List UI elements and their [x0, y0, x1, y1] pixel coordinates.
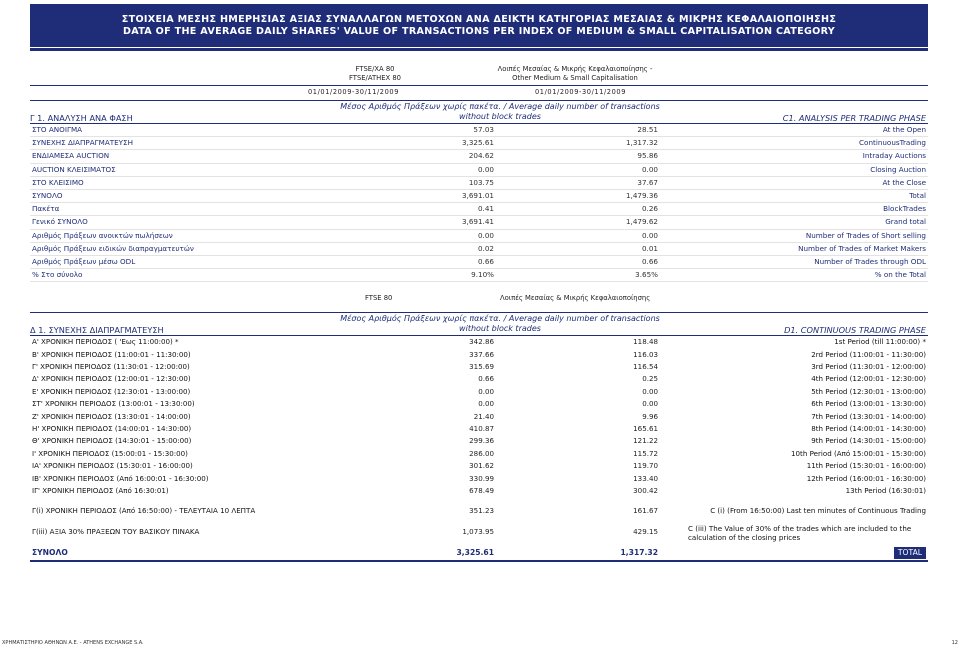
row-value-ftse: 0.41: [477, 204, 494, 214]
section-d1-subtitle-line2: without block trades: [459, 324, 541, 334]
row-label-en: C (iii) The Value of 30% of the trades which are included to the calculation of the closing prices: [688, 523, 912, 542]
row-label-en: 2rd Period (11:00:01 - 11:30:00): [811, 349, 926, 359]
section-d1-header: [30, 313, 928, 335]
row-value-ftse: 3,691.01: [461, 190, 494, 200]
row-value-other: 115.72: [633, 448, 658, 458]
row-value-other: 300.42: [633, 485, 658, 495]
section-d1-column-headers: [30, 282, 928, 312]
row-label-gr: % Στο σύνολο: [32, 270, 83, 280]
row-value-other: 119.70: [633, 461, 658, 471]
row-value-other: 3.65%: [635, 270, 658, 280]
row-value-other: 0.00: [641, 230, 658, 240]
row-label-en: 7th Period (13:30:01 - 14:00:00): [811, 411, 926, 421]
row-value-ftse: 330.99: [469, 473, 494, 483]
row-label-en: % on the Total: [874, 270, 926, 280]
table-row: [30, 164, 928, 177]
row-value-ftse: 351.23: [469, 506, 494, 516]
row-label-gr: ΣΤΟ ΑΝΟΙΓΜΑ: [32, 125, 83, 134]
row-value-ftse: 0.00: [477, 230, 494, 240]
row-value-other: 133.40: [633, 473, 658, 483]
row-value-other: 121.22: [633, 436, 658, 446]
row-label-gr: Ε' ΧΡΟΝΙΚΗ ΠΕΡΙΟΔΟΣ (12:30:01 - 13:00:00): [32, 386, 191, 396]
column-header-ftse: [320, 65, 430, 83]
total-value-other: 1,317.32: [620, 547, 658, 557]
row-value-ftse: 57.03: [473, 125, 494, 134]
row-value-ftse: 3,691.41: [461, 217, 494, 227]
table-row: [30, 361, 928, 373]
bottom-bar: [30, 560, 928, 562]
date-range-other: 01/01/2009-30/11/2009: [535, 88, 626, 96]
section-c1-table: [30, 124, 928, 282]
row-label-gr: Πακέτα: [32, 204, 60, 214]
row-label-gr: ΣΥΝΕΧΗΣ ΔΙΑΠΡΑΓΜΑΤΕΥΣΗ: [32, 138, 134, 148]
row-value-other: 9.96: [642, 411, 658, 421]
row-value-ftse: 0.00: [478, 386, 494, 396]
row-label-en: 1st Period (till 11:00:00) *: [834, 337, 926, 347]
table-row: [30, 349, 928, 361]
row-value-ftse: 103.75: [468, 177, 494, 187]
closing-price-value-row: [30, 522, 928, 541]
section-c1-title-en: C1. ANALYSIS PER TRADING PHASE: [782, 113, 926, 123]
section-c1-header: [30, 101, 928, 123]
row-label-en: Grand total: [885, 217, 926, 227]
section-d1-title-en: D1. CONTINUOUS TRADING PHASE: [784, 325, 926, 336]
column-headers: [30, 51, 928, 85]
row-label-gr: Αριθμός Πράξεων μέσω ODL: [32, 256, 136, 266]
row-value-ftse: 315.69: [469, 362, 494, 372]
total-label-en: TOTAL: [894, 547, 926, 559]
row-label-en: Number of Trades through ODL: [814, 256, 926, 266]
row-value-ftse: 3,325.61: [461, 138, 494, 148]
row-label-gr: Δ' ΧΡΟΝΙΚΗ ΠΕΡΙΟΔΟΣ (12:00:01 - 12:30:00): [32, 374, 191, 384]
section-c1-subtitle: [300, 102, 700, 122]
row-label-en: 13th Period (16:30:01): [845, 485, 926, 495]
row-label-en: Intraday Auctions: [862, 151, 926, 161]
column-header-other: [470, 65, 680, 83]
row-label-en: 12th Period (16:00:01 - 16:30:00): [806, 473, 926, 483]
row-label-en: At the Open: [882, 125, 926, 134]
table-row: [30, 398, 928, 410]
table-row: [30, 473, 928, 485]
row-value-other: 116.03: [633, 349, 658, 359]
row-label-en: BlockTrades: [883, 204, 926, 214]
row-label-gr: Α' ΧΡΟΝΙΚΗ ΠΕΡΙΟΔΟΣ ( 'Εως 11:00:00) *: [32, 337, 179, 347]
row-value-other: 161.67: [633, 506, 658, 516]
column-header-other-en: Other Medium & Small Capitalisation: [512, 74, 638, 82]
spacer: [30, 497, 928, 505]
table-row: [30, 336, 928, 348]
row-value-ftse: 0.66: [478, 374, 494, 384]
row-value-ftse: 678.49: [469, 485, 494, 495]
row-label-en: ContinuousTrading: [859, 138, 926, 148]
row-value-other: 118.48: [633, 337, 658, 347]
table-row: [30, 269, 928, 282]
row-value-ftse: 21.40: [473, 411, 494, 421]
row-label-gr: Γ(iii) ΑΞΙΑ 30% ΠΡΑΞΕΩΝ ΤΟΥ ΒΑΣΙΚΟΥ ΠΙΝΑΚΑ: [32, 526, 200, 536]
row-value-other: 165.61: [633, 423, 658, 433]
row-value-ftse: 1,073.95: [462, 526, 494, 536]
section-d1-subtitle: [300, 314, 700, 334]
row-value-ftse: 204.62: [468, 151, 494, 161]
row-value-other: 0.00: [642, 399, 658, 409]
row-value-other: 28.51: [637, 125, 658, 134]
table-row: [30, 386, 928, 398]
row-label-gr: Αριθμός Πράξεων ανοικτών πωλήσεων: [32, 230, 173, 240]
row-label-gr: Γ' ΧΡΟΝΙΚΗ ΠΕΡΙΟΔΟΣ (11:30:01 - 12:00:00): [32, 362, 190, 372]
row-label-gr: Η' ΧΡΟΝΙΚΗ ΠΕΡΙΟΔΟΣ (14:00:01 - 14:30:00): [32, 423, 192, 433]
total-label-gr: ΣΥΝΟΛΟ: [32, 547, 68, 557]
row-label-gr: Ι' ΧΡΟΝΙΚΗ ΠΕΡΙΟΔΟΣ (15:00:01 - 15:30:00): [32, 448, 188, 458]
date-ranges: [30, 86, 928, 100]
report-banner: [30, 4, 928, 47]
row-label-en: Number of Trades of Short selling: [805, 230, 926, 240]
row-label-en: 10th Period (Από 15:00:01 - 15:30:00): [791, 448, 926, 458]
section-c1-subtitle-line1: Μέσος Αριθμός Πράξεων χωρίς πακέτα. / Average daily number of transactions: [340, 102, 660, 111]
row-value-ftse: 0.00: [477, 164, 494, 174]
row-label-gr: ΙΓ' ΧΡΟΝΙΚΗ ΠΕΡΙΟΔΟΣ (Από 16:30:01): [32, 485, 169, 495]
total-row: [30, 547, 928, 559]
row-label-gr: Θ' ΧΡΟΝΙΚΗ ΠΕΡΙΟΔΟΣ (14:30:01 - 15:00:00): [32, 436, 192, 446]
section-d1-title-gr: Δ 1. ΣΥΝΕΧΗΣ ΔΙΑΠΡΑΓΜΑΤΕΥΣΗ: [30, 325, 164, 336]
row-value-other: 429.15: [633, 526, 658, 536]
table-row: [30, 460, 928, 472]
row-label-en: C (i) (From 16:50:00) Last ten minutes of Continuous Trading: [710, 506, 926, 516]
column-header-other-cap: Λοιπές Μεσαίας & Μικρής Κεφαλαιοποίησης: [500, 294, 651, 303]
report-page: [30, 4, 928, 562]
table-row: [30, 150, 928, 163]
row-label-en: 8th Period (14:00:01 - 14:30:00): [811, 423, 926, 433]
title-greek: ΣΤΟΙΧΕΙΑ ΜΕΣΗΣ ΗΜΕΡΗΣΙΑΣ ΑΞΙΑΣ ΣΥΝΑΛΛΑΓΩΝ ΜΕΤΟΧΩΝ ΑΝΑ ΔΕΙΚΤΗ ΚΑΤΗΓΟΡΙΑΣ ΜΕΣΑΙΑΣ & ΜΙΚΡΗΣ ΚΕΦΑΛΑΙΟΠΟΙΗΣΗΣ: [121, 14, 837, 25]
row-value-other: 0.66: [641, 256, 658, 266]
table-row: [30, 411, 928, 423]
row-value-ftse: 9.10%: [471, 270, 494, 280]
row-label-gr: Γ(i) ΧΡΟΝΙΚΗ ΠΕΡΙΟΔΟΣ (Από 16:50:00) - ΤΕΛΕΥΤΑΙΑ 10 ΛΕΠΤΑ: [32, 506, 256, 516]
row-value-ftse: 0.00: [478, 399, 494, 409]
table-row: [30, 124, 928, 137]
table-row: [30, 230, 928, 243]
row-value-ftse: 337.66: [469, 349, 494, 359]
table-row: [30, 203, 928, 216]
row-value-other: 37.67: [637, 177, 658, 187]
table-row: [30, 423, 928, 435]
row-value-ftse: 0.02: [477, 243, 494, 253]
row-value-ftse: 299.36: [469, 436, 494, 446]
row-label-gr: ΣΤΟ ΚΛΕΙΣΙΜΟ: [32, 177, 84, 187]
table-row: [30, 448, 928, 460]
row-value-other: 0.26: [641, 204, 658, 214]
column-header-ftse80: FTSE 80: [365, 294, 393, 303]
row-label-gr: Αριθμός Πράξεων ειδικών διαπραγματευτών: [32, 243, 194, 253]
title-english: DATA OF THE AVERAGE DAILY SHARES' VALUE OF TRANSACTIONS PER INDEX OF MEDIUM & SMALL CAPITALISATION CATEGORY: [122, 26, 836, 37]
date-range-ftse: 01/01/2009-30/11/2009: [308, 88, 399, 96]
table-row: [30, 373, 928, 385]
table-row: [30, 137, 928, 150]
row-value-ftse: 0.66: [477, 256, 494, 266]
section-c1-subtitle-line2: without block trades: [459, 112, 541, 121]
row-label-gr: ΕΝΔΙΑΜΕΣΑ AUCTION: [32, 151, 110, 161]
table-row: [30, 190, 928, 203]
row-label-gr: ΣΥΝΟΛΟ: [32, 190, 63, 200]
row-value-other: 116.54: [633, 362, 658, 372]
section-d1-table: [30, 336, 928, 497]
row-value-other: 1,479.36: [625, 190, 658, 200]
row-label-en: 5th Period (12:30:01 - 13:00:00): [811, 386, 926, 396]
row-label-en: 6th Period (13:00:01 - 13:30:00): [811, 399, 926, 409]
row-label-gr: ΣΤ' ΧΡΟΝΙΚΗ ΠΕΡΙΟΔΟΣ (13:00:01 - 13:30:00): [32, 399, 195, 409]
section-d1-subtitle-line1: Μέσος Αριθμός Πράξεων χωρίς πακέτα. / Average daily number of transactions: [340, 314, 660, 324]
section-c1-title-gr: Γ 1. ΑΝΑΛΥΣΗ ΑΝΑ ΦΑΣΗ: [30, 113, 133, 123]
row-value-other: 0.00: [641, 164, 658, 174]
row-value-other: 0.00: [642, 386, 658, 396]
row-value-other: 95.86: [637, 151, 658, 161]
row-label-en: 4th Period (12:00:01 - 12:30:00): [811, 374, 926, 384]
row-value-other: 0.25: [642, 374, 658, 384]
row-value-ftse: 342.86: [469, 337, 494, 347]
table-row: [30, 216, 928, 229]
row-label-gr: Β' ΧΡΟΝΙΚΗ ΠΕΡΙΟΔΟΣ (11:00:01 - 11:30:00): [32, 349, 191, 359]
table-row: [30, 177, 928, 190]
row-label-en: 11th Period (15:30:01 - 16:00:00): [806, 461, 926, 471]
row-label-en: At the Close: [882, 177, 926, 187]
table-row: [30, 256, 928, 269]
table-row: [30, 243, 928, 256]
column-header-ftse-en: FTSE/ATHEX 80: [349, 74, 401, 82]
row-label-en: 3rd Period (11:30:01 - 12:00:00): [811, 362, 926, 372]
row-value-ftse: 286.00: [469, 448, 494, 458]
row-label-gr: ΙΑ' ΧΡΟΝΙΚΗ ΠΕΡΙΟΔΟΣ (15:30:01 - 16:00:00): [32, 461, 193, 471]
row-value-ftse: 410.87: [469, 423, 494, 433]
row-value-other: 1,317.32: [625, 138, 658, 148]
row-value-other: 1,479.62: [625, 217, 658, 227]
row-label-gr: AUCTION ΚΛΕΙΣΙΜΑΤΟΣ: [32, 164, 116, 174]
table-row: [30, 435, 928, 447]
row-label-gr: Ζ' ΧΡΟΝΙΚΗ ΠΕΡΙΟΔΟΣ (13:30:01 - 14:00:00): [32, 411, 191, 421]
footer-exchange-name: ΧΡΗΜΑΤΙΣΤΗΡΙΟ ΑΘΗΝΩΝ Α.Ε. - ATHENS EXCHANGE S.A.: [2, 640, 144, 646]
last-ten-minutes-row: [30, 505, 928, 517]
row-label-gr: ΙΒ' ΧΡΟΝΙΚΗ ΠΕΡΙΟΔΟΣ (Από 16:00:01 - 16:30:00): [32, 473, 209, 483]
column-header-ftse-gr: FTSE/XA 80: [355, 65, 395, 73]
page-number: 12: [951, 640, 958, 646]
table-row: [30, 485, 928, 497]
row-label-en: Number of Trades of Market Makers: [798, 243, 926, 253]
row-value-other: 0.01: [641, 243, 658, 253]
row-label-en: 9th Period (14:30:01 - 15:00:00): [811, 436, 926, 446]
row-label-en: Total: [909, 190, 926, 200]
row-label-gr: Γενικό ΣΥΝΟΛΟ: [32, 217, 88, 227]
column-header-other-gr: Λοιπές Μεσαίας & Μικρής Κεφαλαιοποίησης -: [497, 65, 653, 73]
row-label-en: Closing Auction: [870, 164, 926, 174]
total-value-ftse: 3,325.61: [456, 547, 494, 557]
row-value-ftse: 301.62: [469, 461, 494, 471]
